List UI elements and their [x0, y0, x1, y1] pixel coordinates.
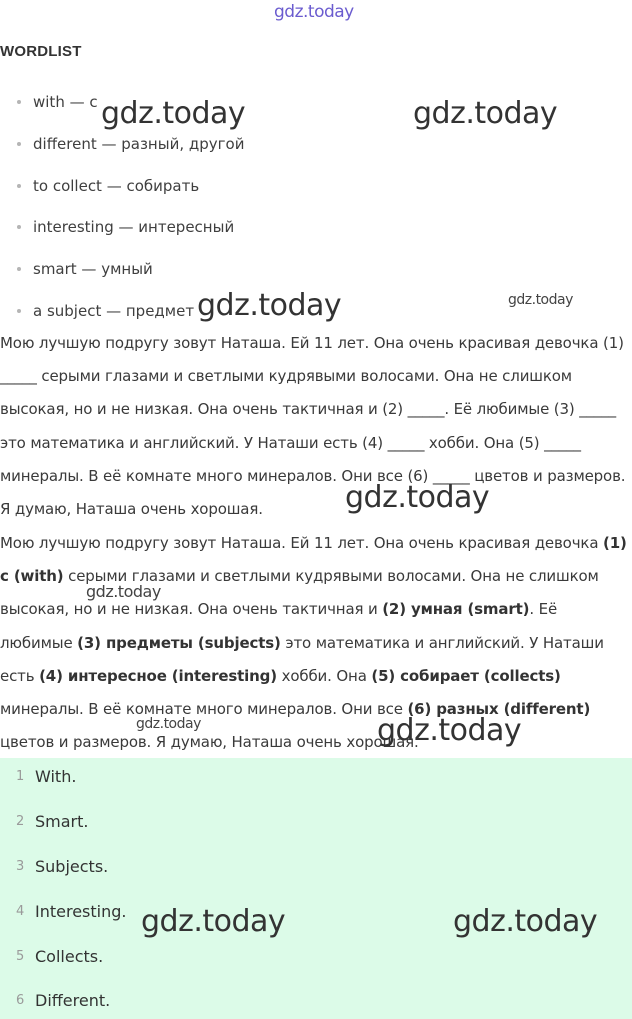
answer-text-segment: . Её любимые — [0, 600, 558, 652]
exercise-text: Мою лучшую подругу зовут Наташа. Ей 11 лет. Она очень красивая девочка (1) _____ серыми глазами и светлыми кудрявыми волосами. Она не слишком высокая, но и не низкая. Она очень тактичная и (2) _____. Её любимые (3) _____ это математика и английский. У Наташи есть (4) _____ хобби. Она (5) _____ минералы. В её комнате много минералов. Они все (6) _____ цветов и размеров. Я думаю, Наташа очень хорошая. — [0, 334, 626, 519]
watermark: gdz.today — [136, 716, 201, 732]
answer-text: With. — [35, 767, 77, 786]
bullet-icon — [17, 309, 21, 313]
answer-text: Interesting. — [35, 902, 127, 921]
answer-highlight: (5) собирает (collects) — [371, 666, 561, 685]
watermark: gdz.today — [377, 713, 522, 748]
answer-number: 5 — [16, 949, 25, 964]
watermark: gdz.today — [101, 96, 246, 131]
watermark: gdz.today — [141, 904, 286, 939]
answer-text-segment: это математика и английский. У Наташи есть — [0, 633, 604, 685]
wordlist-item — [0, 213, 600, 255]
answer-paragraph — [0, 527, 628, 759]
answer-text-segment: Мою лучшую подругу зовут Наташа. Ей 11 лет. Она очень красивая девочка — [0, 534, 603, 552]
answer-highlight: (2) умная (smart) — [382, 600, 530, 619]
wordlist-item-text: with — с — [33, 93, 98, 111]
answers-panel — [0, 758, 632, 1019]
answer-text-segment: минералы. В её комнате много минералов. Они все — [0, 700, 408, 719]
answer-text-segment: серыми глазами и светлыми кудрявыми волосами. Она не слишком высокая, но и не низкая. Она очень тактичная и — [0, 567, 599, 619]
bullet-icon — [17, 184, 21, 188]
wordlist-item — [0, 172, 600, 214]
answer-highlight: (1) с (with) — [0, 534, 627, 586]
answer-number: 2 — [16, 814, 25, 829]
wordlist-item-text: to collect — собирать — [33, 176, 200, 195]
answer-text-segment: цветов и размеров. Я думаю, Наташа очень хорошая. — [0, 733, 419, 752]
wordlist-item-text: smart — умный — [33, 260, 153, 279]
watermark: gdz.today — [453, 904, 598, 939]
answer-text: Collects. — [35, 947, 104, 966]
answer-text-segment: хобби. Она — [276, 666, 372, 685]
wordlist-item — [0, 130, 600, 172]
wordlist-title: WORDLIST — [0, 43, 82, 60]
wordlist-item-text: interesting — интересный — [33, 218, 235, 237]
bullet-icon — [17, 225, 21, 229]
answer-text: Different. — [35, 991, 111, 1010]
answer-number: 6 — [16, 993, 25, 1008]
watermark-top: gdz.today — [274, 2, 354, 22]
answer-highlight: (3) предметы (subjects) — [77, 633, 281, 652]
watermark: gdz.today — [197, 288, 342, 323]
answer-number: 1 — [16, 769, 25, 784]
answer-text: Subjects. — [35, 857, 109, 876]
bullet-icon — [17, 142, 21, 146]
bullet-icon — [17, 100, 21, 104]
watermark: gdz.today — [413, 96, 558, 131]
wordlist-item-text: a subject — предмет — [33, 301, 195, 320]
answer-number: 4 — [16, 904, 25, 919]
watermark: gdz.today — [86, 582, 161, 601]
watermark: gdz.today — [345, 480, 490, 515]
watermark: gdz.today — [508, 292, 573, 308]
bullet-icon — [17, 267, 21, 271]
answer-number: 3 — [16, 859, 25, 874]
answer-highlight: (4) интересное (interesting) — [39, 666, 277, 685]
answer-highlight: (6) разных (different) — [407, 700, 591, 719]
wordlist-item-text: different — разный, другой — [33, 134, 245, 153]
answer-text: Smart. — [35, 812, 89, 831]
